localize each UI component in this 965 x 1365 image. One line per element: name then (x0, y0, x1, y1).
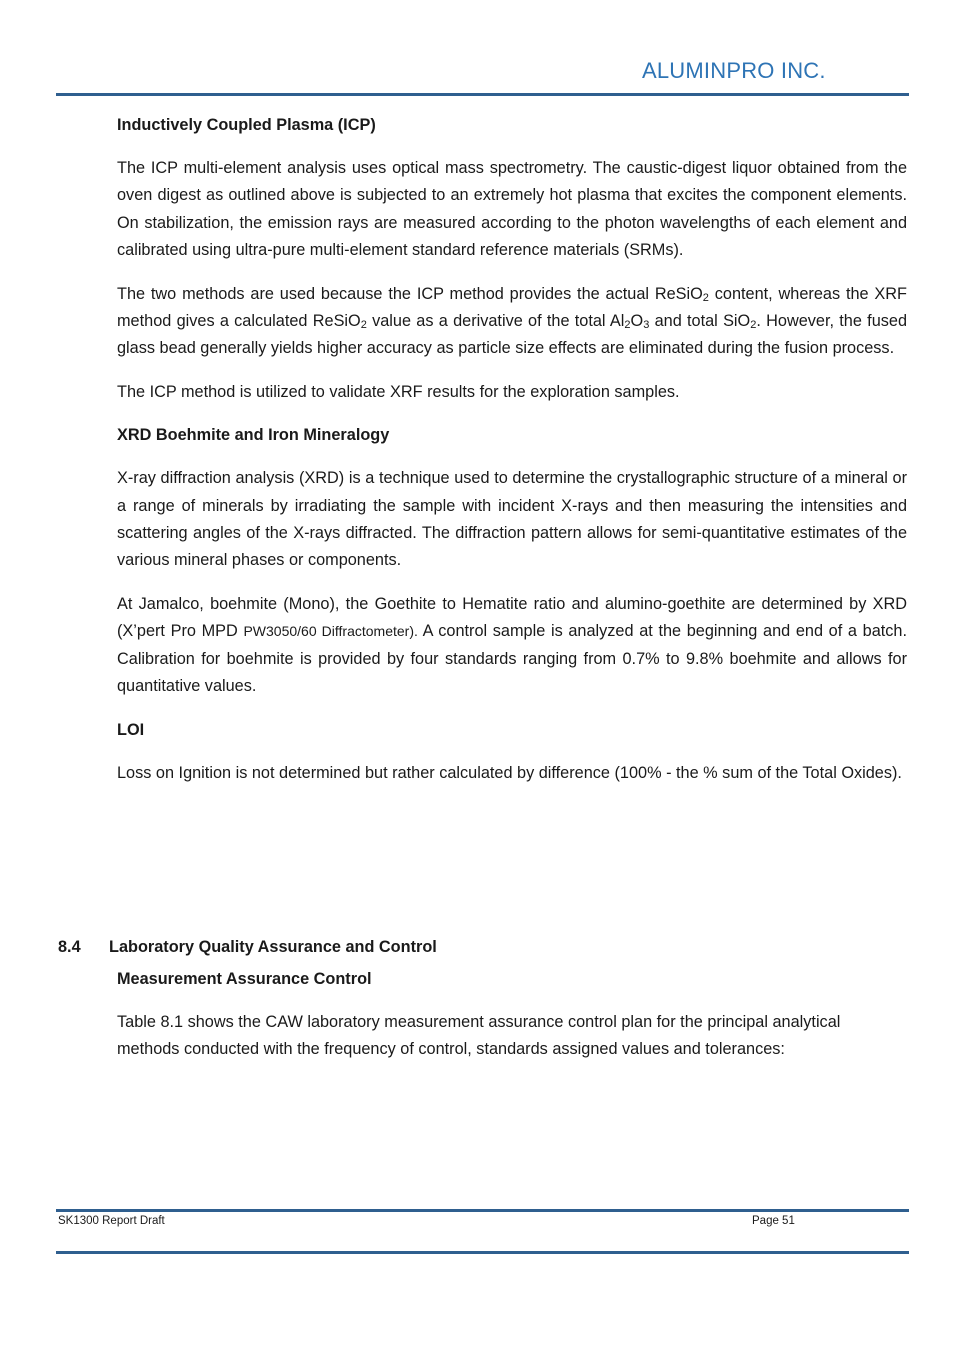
icp-paragraph-1: The ICP multi-element analysis uses optical mass spectrometry. The caustic-digest liquor obtained from the oven digest as outlined above is subjected to an extremely hot plasma that excites the component elements. On stabilization, the emission rays are measured according to the photon wavelengths of each element and calibrated using ultra-pure multi-element standard reference materials (SRMs). (117, 159, 907, 260)
measurement-paragraph: Table 8.1 shows the CAW laboratory measurement assurance control plan for the principal analytical methods conducted with the frequency of control, standards assigned values and tolerances: (117, 1013, 841, 1059)
loi-paragraph: Loss on Ignition is not determined but rather calculated by difference (100% - the % sum of the Total Oxides). (117, 763, 902, 782)
footer-report-name: SK1300 Report Draft (58, 1215, 165, 1227)
header-rule (56, 93, 909, 96)
footer-rule-bottom (56, 1251, 909, 1254)
section-heading (58, 934, 437, 961)
company-name: ALUMINPRO INC. (642, 58, 826, 83)
main-content (117, 112, 907, 803)
section-content (117, 966, 907, 1080)
measurement-heading: Measurement Assurance Control (117, 970, 372, 988)
xrd-heading: XRD Boehmite and Iron Mineralogy (117, 426, 390, 445)
section-number: 8.4 (58, 938, 81, 956)
xrd-paragraph-2: At Jamalco, boehmite (Mono), the Goethite to Hematite ratio and alumino-goethite are determined by XRD (X’pert Pro MPD PW3050/60 Diffractometer). A control sample is analyzed at the beginning and end of a batch. Calibration for boehmite is provided by four standards ranging from 0.7% to 9.8% boehmite and allows for quantitative values. (117, 594, 907, 696)
icp-heading: Inductively Coupled Plasma (ICP) (117, 116, 376, 134)
xrd-paragraph-1: X-ray diffraction analysis (XRD) is a technique used to determine the crystallographic structure of a mineral or a range of minerals by irradiating the sample with incident X-rays and then measuring the intensities and scattering angles of the X-rays diffracted. The diffraction pattern allows for semi-quantitative estimates of the various mineral phases or components. (117, 469, 907, 570)
loi-heading: LOI (117, 720, 145, 739)
footer-page-number: Page 51 (752, 1215, 795, 1227)
icp-paragraph-2: The two methods are used because the ICP method provides the actual ReSiO$_2$ content, whereas the XRF method gives a calculated ReSiO$_2$ value as a derivative of the total $Al_2O_3$ and total SiO$_2$. However, the fused glass bead generally yields higher accuracy as particle size effects are eliminated during the fusion process. (117, 284, 907, 358)
section-title: Laboratory Quality Assurance and Control (109, 938, 437, 956)
footer-rule-top (56, 1209, 909, 1212)
icp-paragraph-3: The ICP method is utilized to validate XRF results for the exploration samples. (117, 382, 680, 401)
